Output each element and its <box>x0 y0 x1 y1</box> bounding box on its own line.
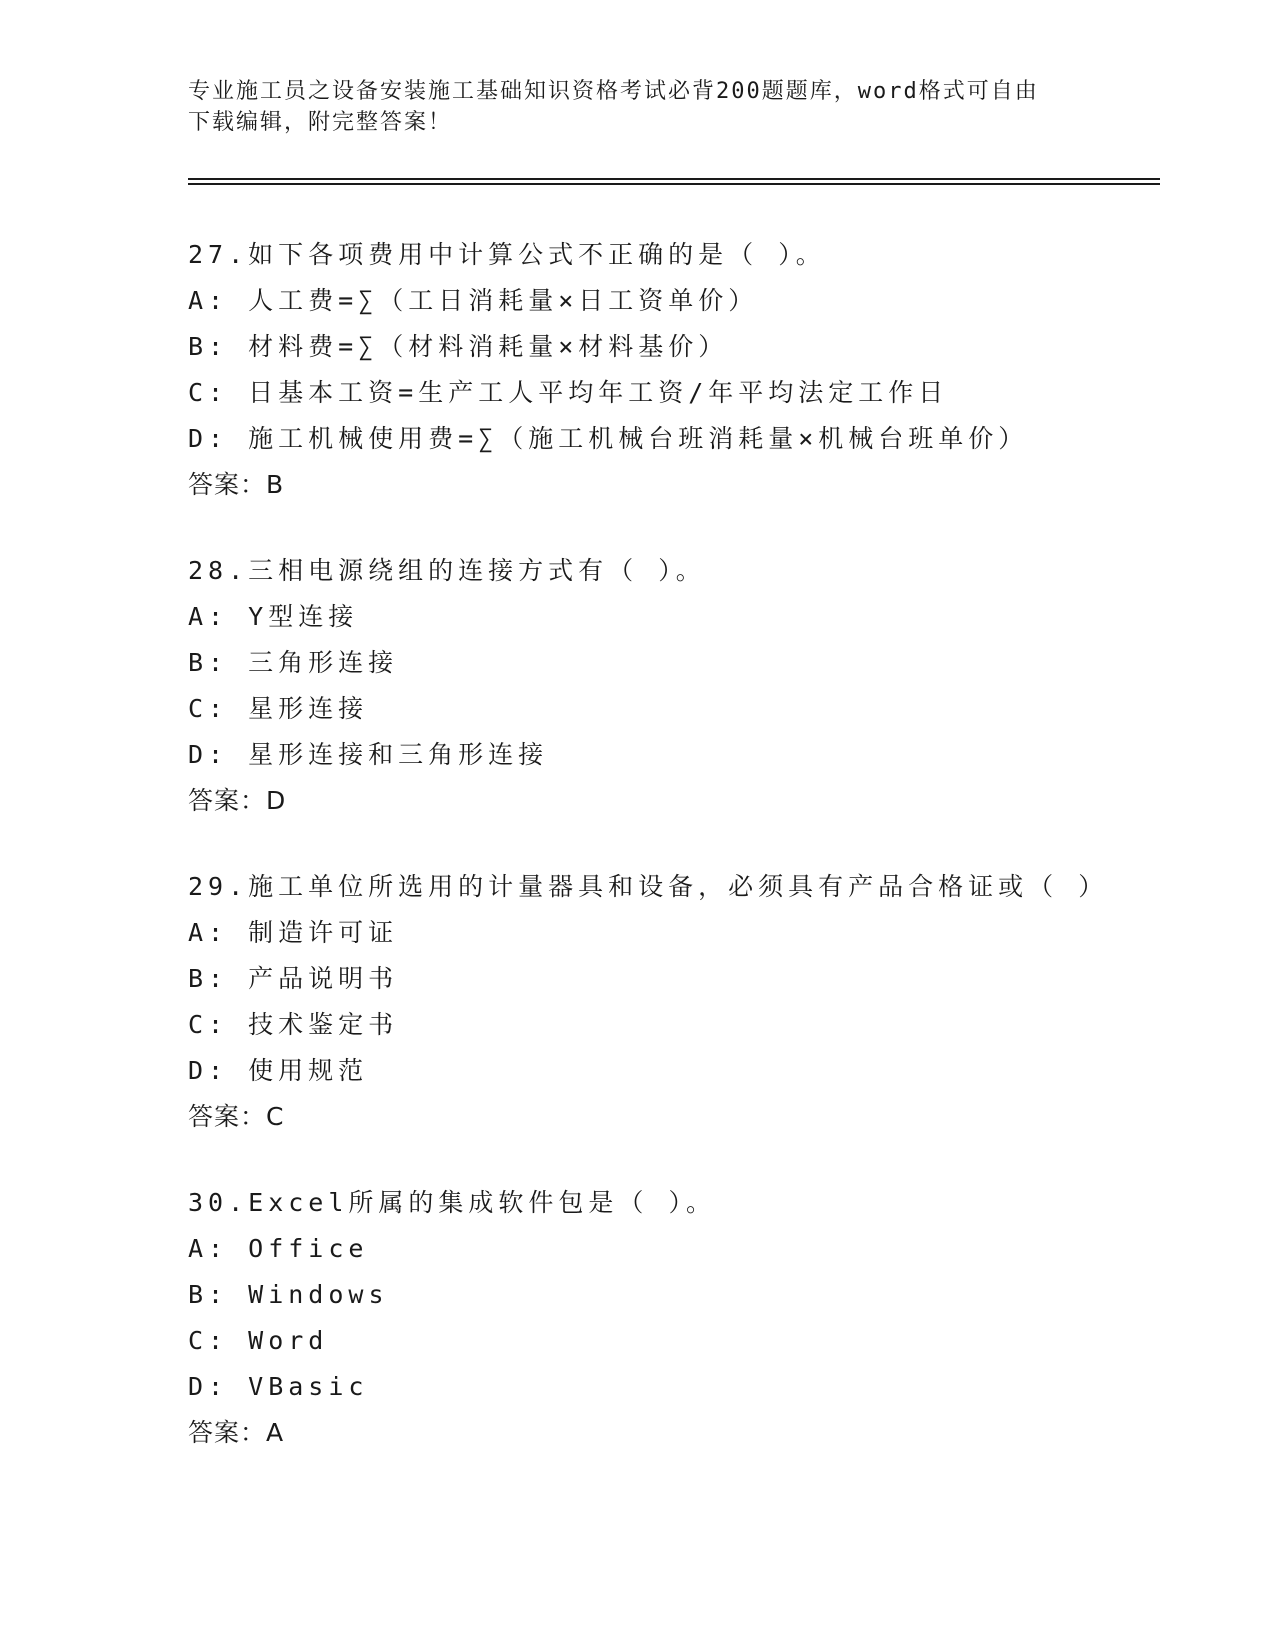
header-divider-bottom <box>188 183 1160 185</box>
question-30 <box>188 1180 1168 1456</box>
option-b: B: 产品说明书 <box>188 964 399 993</box>
option-d: D: 星形连接和三角形连接 <box>188 740 549 769</box>
question-29 <box>188 864 1168 1140</box>
option-b: B: 三角形连接 <box>188 648 399 677</box>
option-d: D: VBasic <box>188 1372 369 1401</box>
option-b: B: Windows <box>188 1280 389 1309</box>
header-line-2: 下载编辑，附完整答案！ <box>188 110 453 135</box>
option-c: C: Word <box>188 1326 329 1355</box>
question-stem: 27.如下各项费用中计算公式不正确的是（ ）。 <box>188 240 826 269</box>
answer: 答案：D <box>188 786 287 815</box>
option-a: A: Y型连接 <box>188 602 359 631</box>
header-line-1: 专业施工员之设备安装施工基础知识资格考试必背200题题库，word格式可自由 <box>188 79 1039 104</box>
option-a: A: 人工费=∑（工日消耗量×日工资单价） <box>188 286 759 315</box>
answer: 答案：C <box>188 1102 285 1131</box>
header-divider-top <box>188 178 1160 180</box>
option-d: D: 施工机械使用费=∑（施工机械台班消耗量×机械台班单价） <box>188 424 1029 453</box>
question-27 <box>188 232 1168 508</box>
question-28 <box>188 548 1168 824</box>
option-a: A: Office <box>188 1234 369 1263</box>
question-stem: 30.Excel所属的集成软件包是（ ）。 <box>188 1188 716 1217</box>
option-c: C: 技术鉴定书 <box>188 1010 399 1039</box>
question-stem: 29.施工单位所选用的计量器具和设备，必须具有产品合格证或（ ） <box>188 872 1109 901</box>
document-header <box>188 76 1088 138</box>
question-stem: 28.三相电源绕组的连接方式有（ ）。 <box>188 556 706 585</box>
option-b: B: 材料费=∑（材料消耗量×材料基价） <box>188 332 729 361</box>
option-c: C: 星形连接 <box>188 694 369 723</box>
option-d: D: 使用规范 <box>188 1056 369 1085</box>
option-a: A: 制造许可证 <box>188 918 399 947</box>
answer: 答案：A <box>188 1418 285 1447</box>
answer: 答案：B <box>188 470 285 499</box>
option-c: C: 日基本工资=生产工人平均年工资/年平均法定工作日 <box>188 378 949 407</box>
